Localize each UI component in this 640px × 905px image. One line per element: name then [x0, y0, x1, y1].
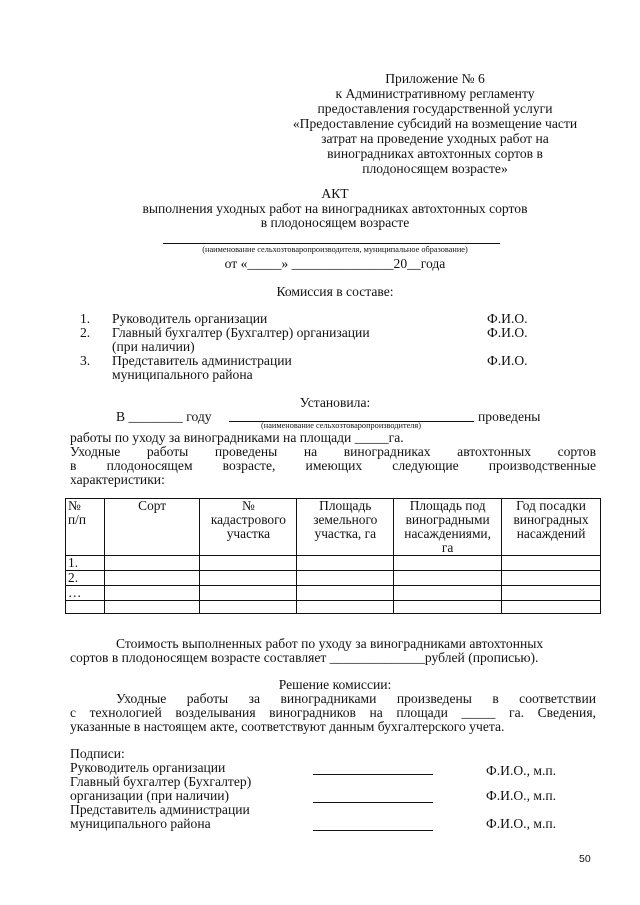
header-line: №	[68, 498, 81, 513]
member-fio: Ф.И.О.	[487, 311, 528, 326]
table-row	[66, 571, 601, 586]
signer-fio: Ф.И.О., м.п.	[486, 763, 557, 778]
appendix-line: виноградниках автохтонных сортов в	[327, 146, 543, 161]
header-line: га	[441, 540, 454, 555]
header-line: виноградными	[405, 512, 490, 527]
established-heading: Установила:	[299, 395, 371, 410]
date-line: от «_____» _______________20__года	[224, 256, 446, 271]
table-header-row	[66, 499, 601, 556]
member-fio: Ф.И.О.	[487, 325, 528, 340]
header-line: Площадь	[319, 498, 372, 513]
decision-line: с технологией возделывания виноградников на площади _____ га. Сведения,	[70, 705, 596, 720]
member-number: 3.	[80, 353, 91, 368]
appendix-line: Приложение № 6	[385, 71, 485, 86]
table-cell	[200, 556, 297, 571]
table-cell	[394, 556, 502, 571]
signer-admin: Представитель администрации	[70, 802, 250, 817]
signer-director: Руководитель организации	[70, 760, 226, 775]
works-area-text: работы по уходу за виноградниками на площади _____га.	[70, 430, 404, 445]
member-role: Руководитель организации	[112, 311, 268, 326]
member-role-note: (при наличии)	[112, 339, 195, 354]
table-cell	[394, 586, 502, 601]
signature-line	[313, 830, 433, 831]
table-row	[66, 601, 601, 614]
header-line: виноградных	[513, 512, 589, 527]
appendix-line: плодоносящем возрасте»	[362, 161, 508, 176]
col-header-vineyard-area	[394, 499, 502, 556]
table-cell	[104, 601, 200, 614]
table-cell	[200, 586, 297, 601]
producer-caption-2: (наименование сельхозтоваропроизводителя)	[261, 421, 421, 430]
producer-caption: (наименование сельхозтоваропроизводителя, муниципальное образование)	[202, 245, 468, 254]
header-line: Сорт	[138, 498, 167, 513]
col-header-planting-year	[502, 499, 601, 556]
table-cell: …	[66, 586, 105, 601]
table-cell	[66, 601, 105, 614]
member-role: Главный бухгалтер (Бухгалтер) организации	[112, 325, 370, 340]
col-header-number	[66, 499, 105, 556]
table-cell: 2.	[66, 571, 105, 586]
works-text-line: в плодоносящем возрасте, имеющих следующие производственные	[70, 458, 596, 473]
table-cell	[394, 601, 502, 614]
appendix-line: к Административному регламенту	[335, 86, 535, 101]
document-title-line-2: в плодоносящем возрасте	[260, 215, 410, 230]
appendix-header	[270, 71, 600, 176]
header-line: Площадь под	[409, 498, 486, 513]
table-cell	[297, 556, 394, 571]
signer-accountant-note: организации (при наличии)	[70, 788, 230, 803]
cost-line-1: Стоимость выполненных работ по уходу за виноградниками автохтонных	[116, 636, 544, 651]
decision-line: указанные в настоящем акте, соответствуют данным бухгалтерского учета.	[70, 719, 505, 734]
year-text: В ________ году	[116, 409, 212, 424]
page-number: 50	[579, 853, 591, 865]
member-role-note: муниципального района	[112, 367, 253, 382]
document-heading: АКТ	[321, 186, 349, 201]
header-line: кадастрового	[210, 512, 286, 527]
member-fio: Ф.И.О.	[487, 353, 528, 368]
signer-admin-note: муниципального района	[70, 816, 211, 831]
works-text-line: Уходные работы проведены на виноградниках автохтонных сортов	[70, 444, 596, 459]
signer-fio: Ф.И.О., м.п.	[486, 816, 557, 831]
signer-accountant: Главный бухгалтер (Бухгалтер)	[70, 774, 252, 789]
header-line: насаждениями,	[404, 526, 491, 541]
table-cell	[502, 571, 601, 586]
decision-heading: Решение комиссии:	[278, 677, 392, 692]
appendix-line: затрат на проведение уходных работ на	[321, 131, 549, 146]
member-number: 1.	[80, 311, 91, 326]
producer-name-line	[163, 243, 500, 244]
table-row	[66, 556, 601, 571]
conducted-text: проведены	[478, 409, 541, 424]
col-header-cadastral	[200, 499, 297, 556]
col-header-land-area	[297, 499, 394, 556]
table-cell	[394, 571, 502, 586]
vineyard-table	[65, 498, 601, 614]
table-cell	[502, 601, 601, 614]
header-line: насаждений	[516, 526, 586, 541]
table-cell	[104, 586, 200, 601]
signature-line	[313, 774, 433, 775]
table-cell	[502, 556, 601, 571]
cost-line-2: сортов в плодоносящем возрасте составляет ______________рублей (прописью).	[70, 650, 539, 665]
appendix-line: предоставления государственной услуги	[317, 101, 553, 116]
table-row	[66, 586, 601, 601]
table-cell	[200, 601, 297, 614]
signature-line	[313, 802, 433, 803]
table-cell	[200, 571, 297, 586]
header-line: п/п	[68, 512, 87, 527]
characteristics-label: характеристики:	[70, 472, 165, 487]
table-cell	[297, 586, 394, 601]
table-cell	[104, 571, 200, 586]
header-line: участка	[226, 526, 271, 541]
header-line: участка, га	[314, 526, 377, 541]
header-line: Год посадки	[516, 498, 586, 513]
table-cell: 1.	[66, 556, 105, 571]
table-cell	[297, 601, 394, 614]
signer-fio: Ф.И.О., м.п.	[486, 788, 557, 803]
member-role: Представитель администрации	[112, 353, 292, 368]
document-title-line-1: выполнения уходных работ на виноградниках автохтонных сортов	[142, 201, 528, 216]
header-line: земельного	[313, 512, 378, 527]
commission-heading: Комиссия в составе:	[276, 284, 394, 299]
table-cell	[297, 571, 394, 586]
appendix-line: «Предоставление субсидий на возмещение части	[292, 116, 578, 131]
table-cell	[104, 556, 200, 571]
col-header-variety	[104, 499, 200, 556]
header-line: №	[242, 498, 255, 513]
decision-line: Уходные работы за виноградниками произведены в соответствии	[116, 691, 596, 706]
signatures-heading: Подписи:	[70, 746, 125, 761]
table-cell	[502, 586, 601, 601]
member-number: 2.	[80, 325, 91, 340]
